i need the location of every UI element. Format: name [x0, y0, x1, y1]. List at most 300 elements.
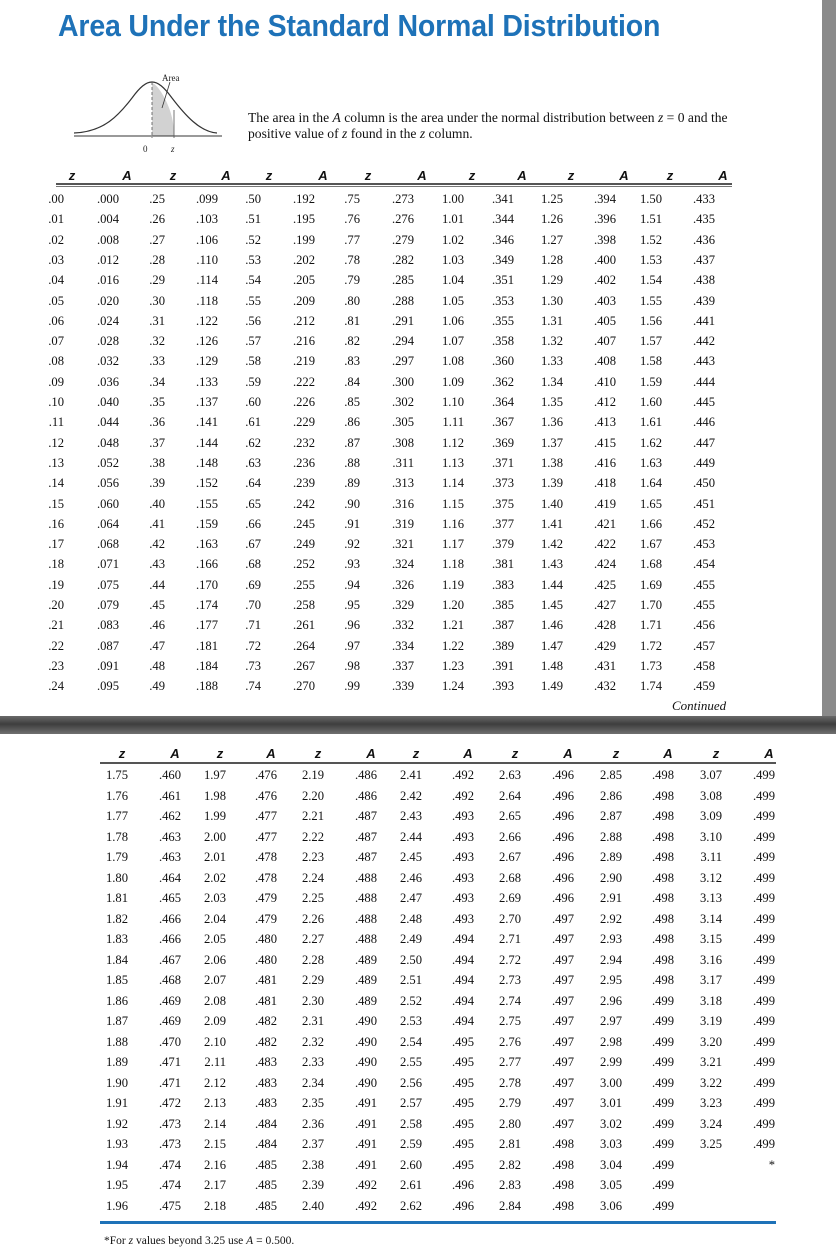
z-value: 2.48 — [399, 911, 422, 926]
z-value: 1.63 — [639, 455, 662, 470]
area-value: .498 — [651, 932, 674, 946]
area-value: .499 — [752, 993, 775, 1008]
z-value: 2.20 — [301, 788, 324, 803]
area-value: .103 — [195, 212, 218, 227]
shaded-area — [152, 83, 174, 136]
z-value: .09 — [48, 374, 64, 389]
area-value: .432 — [593, 679, 616, 694]
area-value: .255 — [292, 577, 315, 592]
area-value: .302 — [391, 395, 414, 409]
area-value: .493 — [451, 911, 474, 926]
area-value: .400 — [593, 252, 616, 267]
area-value: .344 — [491, 212, 514, 227]
area-value: .488 — [354, 932, 377, 946]
area-value: .499 — [752, 1075, 775, 1090]
z-value: .68 — [245, 557, 261, 572]
z-value: 2.17 — [203, 1178, 226, 1192]
z-value: 1.38 — [540, 455, 563, 470]
area-value: .481 — [254, 993, 277, 1008]
z-value: .62 — [245, 435, 261, 450]
page-edge — [822, 0, 836, 716]
z-value: .22 — [48, 638, 64, 653]
area-value: .060 — [96, 496, 119, 511]
area-value: .334 — [391, 638, 414, 653]
area-value: .205 — [292, 273, 315, 288]
z-value: .06 — [48, 313, 64, 328]
z-value: .34 — [149, 374, 165, 389]
z-value: .71 — [245, 618, 261, 633]
z-value: 1.29 — [540, 273, 563, 288]
z-value: .24 — [48, 679, 64, 694]
z-value: 1.85 — [105, 973, 128, 987]
area-value: .418 — [593, 476, 616, 491]
z-value: 1.49 — [540, 679, 563, 694]
area-value: .024 — [96, 313, 119, 328]
area-value: .095 — [96, 679, 119, 694]
z-value: .40 — [149, 496, 165, 511]
area-value: .412 — [593, 395, 616, 409]
area-value: .491 — [354, 1096, 377, 1110]
area-value: .324 — [391, 557, 414, 572]
z-value: .41 — [149, 516, 165, 531]
z-value: 1.05 — [441, 293, 464, 308]
area-value: .463 — [158, 850, 181, 864]
z-value: 1.28 — [540, 252, 563, 267]
area-value: .498 — [551, 1157, 574, 1172]
area-value: .267 — [292, 658, 315, 673]
area-value: .425 — [593, 577, 616, 592]
area-value: .487 — [354, 850, 377, 864]
header-z: z — [314, 746, 322, 761]
area-value: .360 — [491, 354, 514, 369]
z-value: 2.40 — [301, 1198, 324, 1213]
z-value: 3.12 — [699, 870, 722, 885]
z-value: 2.55 — [399, 1055, 422, 1069]
area-value: .496 — [551, 788, 574, 803]
area-value: .469 — [158, 1014, 181, 1028]
area-value: .355 — [491, 313, 514, 328]
area-value: .477 — [254, 809, 277, 823]
z-value: 1.09 — [441, 374, 464, 389]
area-value: .499 — [752, 829, 775, 844]
z-value: 3.24 — [699, 1116, 722, 1131]
z-value: 1.27 — [540, 232, 563, 247]
z-value: .30 — [149, 293, 165, 308]
area-value: .242 — [292, 496, 315, 511]
area-value: .499 — [752, 1055, 775, 1069]
header-z: z — [412, 746, 420, 761]
area-value: .493 — [451, 829, 474, 844]
area-value: .114 — [196, 273, 218, 288]
z-value: .74 — [245, 679, 261, 694]
area-value: .032 — [96, 354, 119, 369]
z-value: 2.97 — [599, 1014, 622, 1028]
z-value: .19 — [48, 577, 64, 592]
area-value: .276 — [391, 212, 414, 227]
z-value: 2.26 — [301, 911, 324, 926]
z-value: 2.43 — [399, 809, 422, 823]
area-value: .480 — [254, 932, 277, 946]
z-value: 2.58 — [399, 1116, 422, 1131]
z-value: 2.41 — [399, 768, 422, 782]
z-value: .49 — [149, 679, 165, 694]
z-value: 2.81 — [498, 1137, 521, 1151]
area-value: .020 — [96, 293, 119, 308]
area-value: .486 — [354, 768, 377, 782]
z-value: 2.14 — [203, 1116, 226, 1131]
area-value: .291 — [391, 313, 414, 328]
z-value: 2.57 — [399, 1096, 422, 1110]
z-value: 2.23 — [301, 850, 324, 864]
header-rule — [56, 186, 732, 187]
z-value: 2.68 — [498, 870, 521, 885]
area-value: .389 — [491, 638, 514, 653]
z-value: 1.01 — [441, 212, 464, 227]
area-value: .087 — [96, 638, 119, 653]
area-value: .413 — [593, 415, 616, 430]
area-value: .163 — [195, 537, 218, 552]
area-value: .439 — [692, 293, 715, 308]
area-value: .472 — [158, 1096, 181, 1110]
area-value: .492 — [354, 1178, 377, 1192]
area-value: .424 — [593, 557, 616, 572]
z-value: .12 — [48, 435, 64, 450]
z-value: .38 — [149, 455, 165, 470]
z-value: 1.73 — [639, 658, 662, 673]
header-z: z — [169, 168, 177, 183]
area-value: .495 — [451, 1157, 474, 1172]
area-value: .485 — [254, 1198, 277, 1213]
area-value: .316 — [391, 496, 414, 511]
area-value: .491 — [354, 1157, 377, 1172]
z-value: 1.92 — [105, 1116, 128, 1131]
z-value: 1.19 — [441, 577, 464, 592]
area-value: .498 — [651, 870, 674, 885]
area-value: .494 — [451, 1014, 474, 1028]
z-value: 1.34 — [540, 374, 563, 389]
z-value: .01 — [48, 212, 64, 227]
area-value: .364 — [491, 395, 514, 409]
z-value: .61 — [245, 415, 261, 430]
area-value: .497 — [551, 993, 574, 1008]
area-value: .497 — [551, 1075, 574, 1090]
z-value: 2.15 — [203, 1137, 226, 1151]
header-a: A — [221, 168, 231, 183]
footnote: *For z values beyond 3.25 use A = 0.500. — [104, 1235, 295, 1247]
z-value: .25 — [149, 192, 165, 206]
area-value: .282 — [391, 252, 414, 267]
z-value: .10 — [48, 395, 64, 409]
z-value: 2.50 — [399, 952, 422, 967]
header-a: A — [318, 168, 328, 183]
area-value: .475 — [158, 1198, 181, 1213]
z-value: 2.61 — [399, 1178, 422, 1192]
z-value: 2.13 — [203, 1096, 226, 1110]
area-value: .498 — [651, 891, 674, 905]
header-a: A — [718, 168, 728, 183]
z-value: 2.51 — [399, 973, 422, 987]
z-value: .20 — [48, 598, 64, 612]
z-value: 3.19 — [699, 1014, 722, 1028]
area-value: .479 — [254, 891, 277, 905]
area-value: .498 — [651, 911, 674, 926]
z-value: 1.07 — [441, 334, 464, 349]
area-value: .202 — [292, 252, 315, 267]
z-value: 1.02 — [441, 232, 464, 247]
z-value: .21 — [48, 618, 64, 633]
area-value: .499 — [752, 850, 775, 864]
z-value: 2.86 — [599, 788, 622, 803]
area-value: .465 — [158, 891, 181, 905]
z-value: 1.30 — [540, 293, 563, 308]
z-value: 2.93 — [599, 932, 622, 946]
z-value: 3.11 — [700, 850, 722, 864]
header-a: A — [619, 168, 629, 183]
area-value: .083 — [96, 618, 119, 633]
z-value: .80 — [344, 293, 360, 308]
z-value: 2.36 — [301, 1116, 324, 1131]
z-value: .84 — [344, 374, 360, 389]
area-value: .489 — [354, 973, 377, 987]
z-value: .42 — [149, 537, 165, 552]
area-value: .498 — [551, 1137, 574, 1151]
header-z: z — [364, 168, 372, 183]
area-value: .313 — [391, 476, 414, 491]
area-value: .498 — [651, 952, 674, 967]
z-value: 1.48 — [540, 658, 563, 673]
z-value: 3.20 — [699, 1034, 722, 1049]
z-value: .89 — [344, 476, 360, 491]
area-value: .122 — [195, 313, 218, 328]
z-value: 2.44 — [399, 829, 422, 844]
z-value: 2.39 — [301, 1178, 324, 1192]
area-value: .441 — [692, 313, 715, 328]
area-value: .407 — [593, 334, 616, 349]
area-value: .270 — [292, 679, 315, 694]
z-value: 2.09 — [203, 1014, 226, 1028]
area-value: .499 — [651, 1034, 674, 1049]
area-value: .118 — [196, 293, 218, 308]
z-value: 1.15 — [441, 496, 464, 511]
area-value: .416 — [593, 455, 616, 470]
area-value: .346 — [491, 232, 514, 247]
header-z: z — [612, 746, 620, 761]
area-value: .477 — [254, 829, 277, 844]
z-value: 2.34 — [301, 1075, 324, 1090]
area-value: .496 — [551, 891, 574, 905]
z-value: 1.12 — [441, 435, 464, 450]
area-value: .056 — [96, 476, 119, 491]
area-value: .177 — [195, 618, 218, 633]
area-value: .470 — [158, 1034, 181, 1049]
normal-curve-figure — [74, 70, 224, 160]
z-value: .72 — [245, 638, 261, 653]
z-value: .05 — [48, 293, 64, 308]
area-value: .496 — [551, 768, 574, 782]
z-value: 1.69 — [639, 577, 662, 592]
area-value: .403 — [593, 293, 616, 308]
area-value: .445 — [692, 395, 715, 409]
area-value: .499 — [752, 952, 775, 967]
area-value: .308 — [391, 435, 414, 450]
z-value: 1.77 — [105, 809, 128, 823]
area-value: * — [768, 1157, 775, 1172]
z-value: 1.90 — [105, 1075, 128, 1090]
z-value: 2.71 — [498, 932, 521, 946]
area-value: .016 — [96, 273, 119, 288]
area-value: .494 — [451, 973, 474, 987]
area-value: .433 — [692, 192, 715, 206]
z-value: .75 — [344, 192, 360, 206]
area-value: .373 — [491, 476, 514, 491]
area-value: .499 — [752, 973, 775, 987]
area-value: .452 — [692, 516, 715, 531]
area-value: .499 — [752, 1014, 775, 1028]
z-value: 2.03 — [203, 891, 226, 905]
bell-curve — [74, 82, 217, 133]
area-value: .427 — [593, 598, 616, 612]
area-value: .106 — [195, 232, 218, 247]
z-value: 1.13 — [441, 455, 464, 470]
area-value: .479 — [254, 911, 277, 926]
area-value: .499 — [651, 1198, 674, 1213]
z-value: 1.46 — [540, 618, 563, 633]
page-gap — [0, 716, 836, 734]
area-value: .012 — [96, 252, 119, 267]
z-value: 1.67 — [639, 537, 662, 552]
area-value: .487 — [354, 809, 377, 823]
area-value: .319 — [391, 516, 414, 531]
area-value: .494 — [451, 952, 474, 967]
area-value: .431 — [593, 658, 616, 673]
z-value: 1.24 — [441, 679, 464, 694]
area-value: .436 — [692, 232, 715, 247]
area-value: .137 — [195, 395, 218, 409]
area-value: .499 — [752, 1116, 775, 1131]
z-value: 1.53 — [639, 252, 662, 267]
area-value: .429 — [593, 638, 616, 653]
area-value: .493 — [451, 891, 474, 905]
area-value: .349 — [491, 252, 514, 267]
z-value: 3.17 — [699, 973, 722, 987]
z-value: 3.23 — [699, 1096, 722, 1110]
z-value: .76 — [344, 212, 360, 227]
area-value: .091 — [96, 658, 119, 673]
header-a: A — [563, 746, 573, 761]
z-value: 2.75 — [498, 1014, 521, 1028]
z-value: .78 — [344, 252, 360, 267]
z-value: 1.75 — [105, 768, 128, 782]
area-value: .371 — [491, 455, 514, 470]
z-value: 2.76 — [498, 1034, 521, 1049]
area-value: .075 — [96, 577, 119, 592]
z-value: 1.55 — [639, 293, 662, 308]
footnote-rule — [100, 1221, 776, 1224]
z-value: 2.35 — [301, 1096, 324, 1110]
z-value: 2.95 — [599, 973, 622, 987]
z-value: .97 — [344, 638, 360, 653]
z-value: .77 — [344, 232, 360, 247]
area-value: .496 — [451, 1178, 474, 1192]
area-value: .471 — [158, 1055, 181, 1069]
area-value: .170 — [195, 577, 218, 592]
area-value: .498 — [651, 829, 674, 844]
z-value: 2.74 — [498, 993, 521, 1008]
area-value: .487 — [354, 829, 377, 844]
z-value: 2.59 — [399, 1137, 422, 1151]
z-value: .16 — [48, 516, 64, 531]
z-value: .98 — [344, 658, 360, 673]
area-value: .387 — [491, 618, 514, 633]
z-value: 1.68 — [639, 557, 662, 572]
z-value: .56 — [245, 313, 261, 328]
z-value: 1.89 — [105, 1055, 128, 1069]
area-value: .000 — [96, 192, 119, 206]
area-value: .008 — [96, 232, 119, 247]
header-a: A — [663, 746, 673, 761]
z-value: 2.56 — [399, 1075, 422, 1090]
z-value: 3.18 — [699, 993, 722, 1008]
z-value: 2.21 — [301, 809, 324, 823]
area-value: .311 — [392, 455, 414, 470]
z-value: 1.41 — [540, 516, 563, 531]
table-description: The area in the A column is the area under the normal distribution between z = 0 and the positive value of z found in the z column. — [248, 110, 728, 141]
z-value: 1.33 — [540, 354, 563, 369]
area-value: .219 — [292, 354, 315, 369]
z-value: 3.05 — [599, 1178, 622, 1192]
area-value: .463 — [158, 829, 181, 844]
area-value: .159 — [195, 516, 218, 531]
area-value: .478 — [254, 870, 277, 885]
z-value: 2.83 — [498, 1178, 521, 1192]
z-value: 1.47 — [540, 638, 563, 653]
area-value: .489 — [354, 952, 377, 967]
page-title: Area Under the Standard Normal Distribution — [58, 8, 661, 43]
area-value: .383 — [491, 577, 514, 592]
area-value: .497 — [551, 1034, 574, 1049]
area-value: .337 — [391, 658, 414, 673]
area-value: .449 — [692, 455, 715, 470]
area-value: .391 — [491, 658, 514, 673]
area-value: .490 — [354, 1014, 377, 1028]
z-value: .58 — [245, 354, 261, 369]
area-value: .495 — [451, 1075, 474, 1090]
z-value: 2.27 — [301, 932, 324, 946]
z-value: .82 — [344, 334, 360, 349]
z-value: 1.70 — [639, 598, 662, 612]
z-value: 1.04 — [441, 273, 464, 288]
z-value: 2.18 — [203, 1198, 226, 1213]
z-value: .39 — [149, 476, 165, 491]
z-value: .69 — [245, 577, 261, 592]
area-value: .489 — [354, 993, 377, 1008]
z-value: 2.49 — [399, 932, 422, 946]
area-value: .141 — [195, 415, 218, 430]
area-value: .249 — [292, 537, 315, 552]
z-value: .17 — [48, 537, 64, 552]
header-z: z — [265, 168, 273, 183]
area-value: .068 — [96, 537, 119, 552]
area-value: .273 — [391, 192, 414, 206]
area-value: .498 — [551, 1178, 574, 1192]
z-value: 1.65 — [639, 496, 662, 511]
header-a: A — [170, 746, 180, 761]
z-value: .70 — [245, 598, 261, 612]
area-value: .497 — [551, 973, 574, 987]
area-value: .451 — [692, 496, 715, 511]
area-value: .495 — [451, 1034, 474, 1049]
z-value: 2.88 — [599, 829, 622, 844]
